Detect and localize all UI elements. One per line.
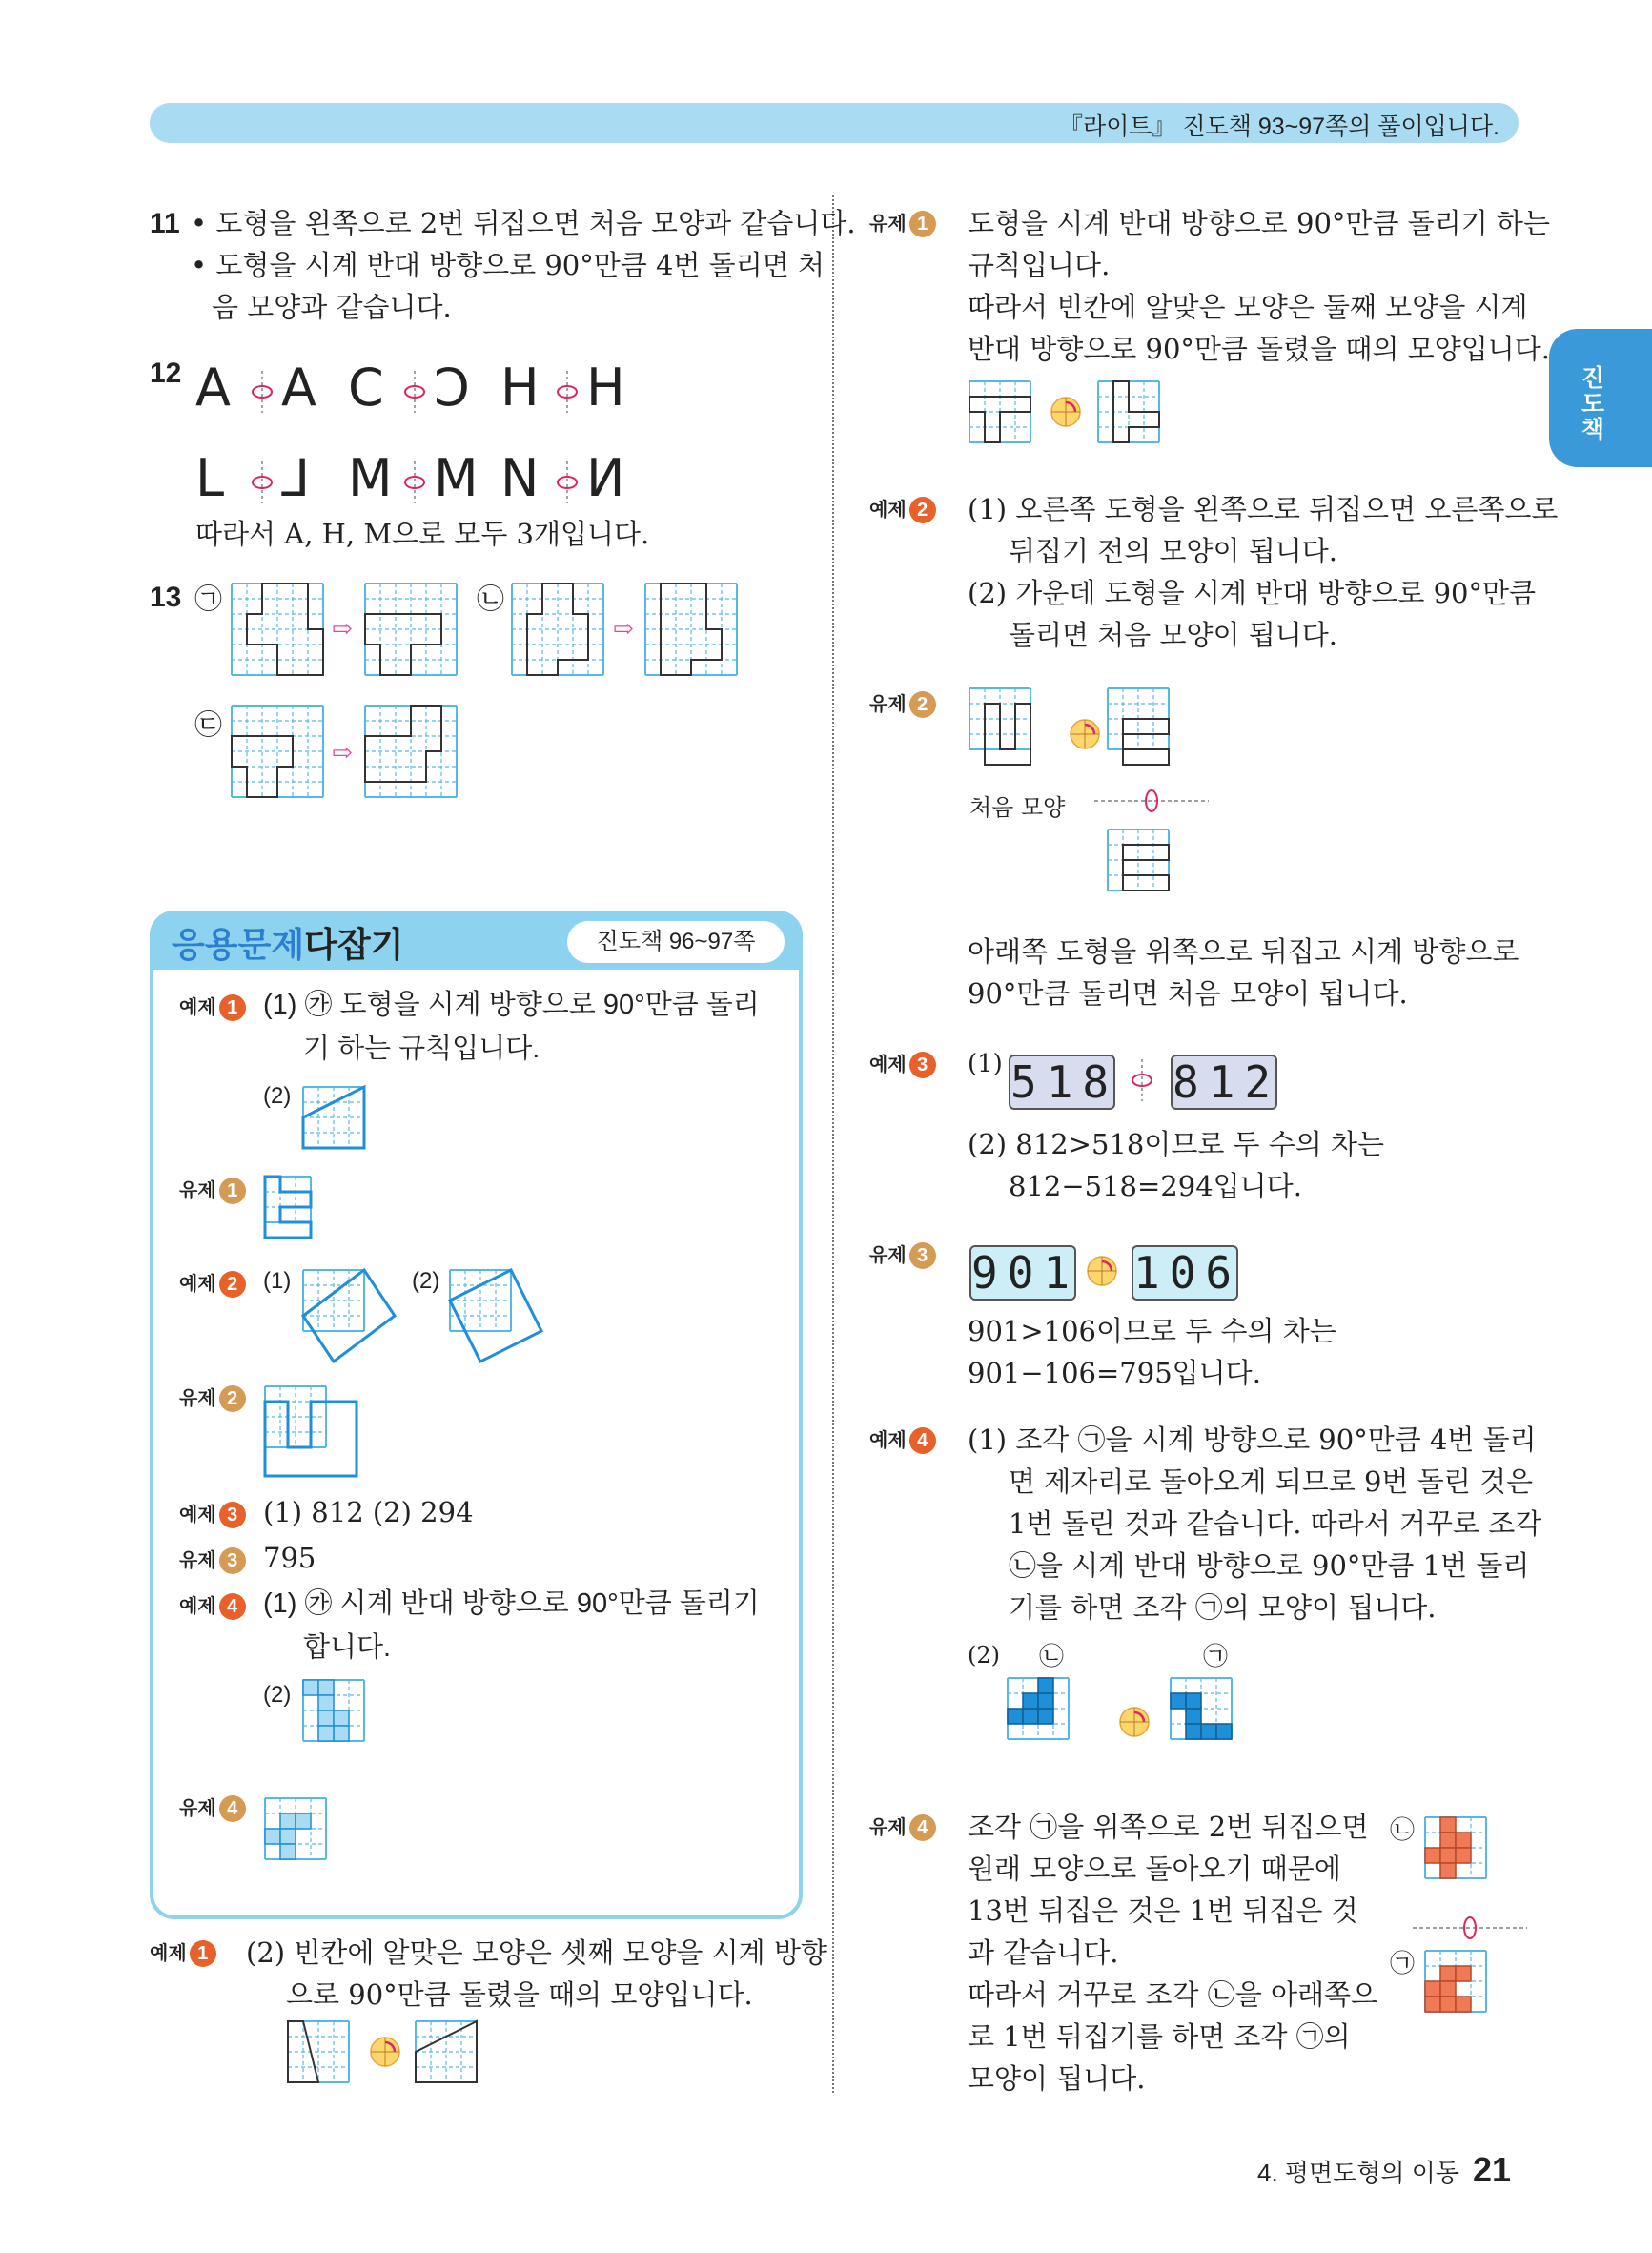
q12-letter-flipped: M xyxy=(434,448,479,508)
panel-ex1-sub2: (2) xyxy=(263,1083,292,1109)
panel-ex4-shape-cell xyxy=(318,1726,334,1741)
bottom-ex1-line2: 으로 90°만큼 돌렸을 때의 모양입니다. xyxy=(286,1978,753,2011)
right-yu4-shape-1-cell xyxy=(1440,1817,1456,1833)
right-yu3-l1: 901>106이므로 두 수의 차는 xyxy=(968,1315,1336,1347)
bottom-ex1-tag: 예제 1 xyxy=(150,1937,216,1967)
q13-arrow-a: ⇨ xyxy=(332,615,353,644)
panel-yu4-shape-cell xyxy=(296,1813,311,1829)
panel-ex2-sub1: (1) xyxy=(263,1268,292,1294)
q11-line2: • 도형을 시계 반대 방향으로 90°만큼 4번 돌리면 처 xyxy=(191,249,825,281)
right-ex4-shape-1-cell xyxy=(1023,1709,1038,1724)
q12-letter-flipped: Ɔ xyxy=(434,358,470,418)
panel-ex2-sub2: (2) xyxy=(412,1268,440,1294)
right-yu2-l2: 90°만큼 돌리면 처음 모양이 됩니다. xyxy=(968,977,1408,1010)
right-yu2-tag: 유제 2 xyxy=(869,688,936,718)
panel-ex4-shape-cell xyxy=(334,1710,349,1726)
panel-ex4-shape-cell xyxy=(303,1680,318,1695)
panel-yu2-shape xyxy=(265,1402,357,1476)
page-number: 21 xyxy=(1472,2150,1511,2189)
header-text: 『라이트』 진도책 93~97쪽의 풀이입니다. xyxy=(1059,113,1499,140)
panel-title: 응용문제다잡기 xyxy=(172,926,404,965)
panel-yu1-tag: 유제 1 xyxy=(179,1175,246,1204)
right-ex4-l5: 기를 하면 조각 ㉠의 모양이 됩니다. xyxy=(1009,1591,1437,1624)
right-yu4-l1: 조각 ㉠을 위쪽으로 2번 뒤집으면 xyxy=(968,1811,1369,1843)
right-yu4-shape-2-cell xyxy=(1440,1997,1456,2012)
side-tab-label: 진도책 xyxy=(1578,365,1605,442)
q12-letter-original: L xyxy=(195,448,225,508)
right-yu1-tag: 유제 1 xyxy=(869,208,936,237)
right-yu4-shape-1-cell xyxy=(1456,1833,1471,1848)
panel-yu4-shape-cell xyxy=(265,1829,280,1844)
q12-letter-original: N xyxy=(500,448,540,508)
q13-label-c: ㉢ xyxy=(194,708,223,741)
right-ex4-shape-1-cell xyxy=(1038,1693,1053,1709)
right-yu4-l3: 13번 뒤집은 것은 1번 뒤집은 것 xyxy=(968,1895,1358,1927)
right-ex2-l2: 뒤집기 전의 모양이 됩니다. xyxy=(1009,535,1338,567)
q12-letter-flipped: ⅃ xyxy=(281,448,311,508)
right-ex4-shape-2-cell xyxy=(1171,1693,1186,1709)
right-yu4-l4: 과 같습니다. xyxy=(968,1936,1119,1969)
q12-letter-flipped: И xyxy=(586,448,625,508)
right-ex4-shape-2-cell xyxy=(1186,1724,1201,1739)
right-yu4-l6: 로 1번 뒤집기를 하면 조각 ㉠의 xyxy=(968,2020,1351,2053)
right-yu1-l2: 규칙입니다. xyxy=(968,249,1111,281)
right-yu3-l2: 901−106=795입니다. xyxy=(968,1357,1261,1389)
right-yu4-l5: 따라서 거꾸로 조각 ㉡을 아래쪽으 xyxy=(968,1978,1378,2011)
q13-label-a: ㉠ xyxy=(194,583,223,615)
q13a-shape-2 xyxy=(365,614,441,675)
right-yu4-label-b: ㉠ xyxy=(1390,1950,1416,1978)
panel-ex4-line1: (1) ㉮ 시계 반대 방향으로 90°만큼 돌리기 xyxy=(263,1588,760,1619)
panel-ex4-shape-cell xyxy=(318,1695,334,1710)
right-ex4-shape-1-cell xyxy=(1023,1693,1038,1709)
q12-letter-original: A xyxy=(195,358,231,418)
panel-yu3-text: 795 xyxy=(263,1542,316,1574)
q11-line1: • 도형을 왼쪽으로 2번 뒤집으면 처음 모양과 같습니다. xyxy=(191,207,856,239)
right-ex4-tag: 예제 4 xyxy=(869,1424,936,1454)
right-yu4-l2: 원래 모양으로 돌아오기 때문에 xyxy=(968,1853,1341,1885)
panel-ex1-line1: (1) ㉮ 도형을 시계 방향으로 90°만큼 돌리 xyxy=(263,990,760,1020)
right-yu3-tag: 유제 3 xyxy=(869,1239,936,1269)
q13-arrow-c: ⇨ xyxy=(332,739,353,768)
panel-ex1-line2: 기 하는 규칙입니다. xyxy=(303,1034,540,1064)
right-ex4-label-b: ㉠ xyxy=(1203,1643,1229,1671)
right-yu4-shape-2-cell xyxy=(1456,1997,1471,2012)
bottom-ex1-line1: (2) 빈칸에 알맞은 모양은 셋째 모양을 시계 방향 xyxy=(246,1936,827,1969)
panel-ex3-text: (1) 812 (2) 294 xyxy=(263,1496,474,1528)
q13-label-b: ㉡ xyxy=(477,583,505,615)
right-yu1-l4: 반대 방향으로 90°만큼 돌렸을 때의 모양입니다. xyxy=(968,333,1550,365)
q12-conclusion: 따라서 A, H, M으로 모두 3개입니다. xyxy=(195,518,650,550)
panel-reference: 진도책 96~97쪽 xyxy=(567,921,785,963)
q13-number: 13 xyxy=(150,582,182,613)
right-ex4-shape-1-cell xyxy=(1038,1678,1053,1693)
digit-display-901: 901 xyxy=(971,1247,1080,1299)
q13-arrow-b: ⇨ xyxy=(613,615,634,644)
right-ex4-shape-2-cell xyxy=(1201,1724,1216,1739)
right-yu4-l7: 모양이 됩니다. xyxy=(968,2062,1146,2095)
right-ex3-l2: 812−518=294입니다. xyxy=(1009,1170,1302,1202)
right-yu2-shape-2 xyxy=(1123,719,1169,765)
right-yu4-shape-2-cell xyxy=(1440,1981,1456,1997)
panel-ex4-line2: 합니다. xyxy=(303,1632,392,1663)
right-yu4-shape-1-cell xyxy=(1425,1848,1440,1863)
right-ex4-shape-2-cell xyxy=(1186,1693,1201,1709)
right-yu1-l1: 도형을 시계 반대 방향으로 90°만큼 돌리기 하는 xyxy=(968,207,1550,239)
q13c-shape-2 xyxy=(365,706,441,782)
panel-ex4-shape-cell xyxy=(318,1710,334,1726)
right-ex4-l4: ㉡을 시계 반대 방향으로 90°만큼 1번 돌리 xyxy=(1009,1549,1530,1582)
right-ex4-label-a: ㉡ xyxy=(1039,1643,1065,1671)
panel-ex3-tag: 예제 3 xyxy=(179,1499,246,1528)
panel-yu4-shape-cell xyxy=(280,1829,296,1844)
q12-number: 12 xyxy=(150,358,182,389)
panel-yu4-tag: 유제 4 xyxy=(179,1792,246,1822)
right-ex3-tag: 예제 3 xyxy=(869,1049,936,1078)
right-ex4-sub2: (2) xyxy=(968,1642,1000,1669)
right-yu4-shape-1-cell xyxy=(1456,1848,1471,1863)
right-ex4-l1: (1) 조각 ㉠을 시계 방향으로 90°만큼 4번 돌리 xyxy=(968,1423,1537,1456)
right-ex2-l1: (1) 오른쪽 도형을 왼쪽으로 뒤집으면 오른쪽으로 xyxy=(968,493,1559,525)
right-yu4-shape-1-cell xyxy=(1440,1863,1456,1878)
q12-letter-flipped: H xyxy=(586,358,625,418)
q12-letter-original: C xyxy=(348,358,384,418)
panel-ex4-tag: 예제 4 xyxy=(179,1590,246,1620)
right-yu4-shape-2-cell xyxy=(1456,1966,1471,1981)
panel-ex2-tag: 예제 2 xyxy=(179,1268,246,1298)
panel-yu4-shape-cell xyxy=(280,1813,296,1829)
right-ex3-sub1: (1) xyxy=(968,1050,1003,1078)
right-yu2-l1: 아래쪽 도형을 위쪽으로 뒤집고 시계 방향으로 xyxy=(968,935,1519,968)
q12-letter-original: H xyxy=(500,358,540,418)
right-ex4-shape-2-cell xyxy=(1186,1709,1201,1724)
panel-ex4-shape-cell xyxy=(318,1680,334,1695)
right-ex4-shape-2-cell xyxy=(1216,1724,1232,1739)
digit-display-106: 106 xyxy=(1133,1247,1242,1299)
right-ex2-l4: 돌리면 처음 모양이 됩니다. xyxy=(1009,619,1338,651)
panel-ex4-shape-cell xyxy=(334,1726,349,1741)
panel-ex4-sub2: (2) xyxy=(263,1682,292,1708)
panel-yu3-tag: 유제 3 xyxy=(179,1545,246,1574)
panel-yu2-tag: 유제 2 xyxy=(179,1383,246,1412)
right-yu4-label-a: ㉡ xyxy=(1390,1816,1416,1845)
right-yu2-shape-3 xyxy=(1123,845,1169,891)
digit-display-518: 518 xyxy=(1010,1056,1119,1108)
right-yu4-tag: 유제 4 xyxy=(869,1812,936,1841)
right-yu4-shape-2-cell xyxy=(1425,1997,1440,2012)
chapter-title: 4. 평면도형의 이동 xyxy=(1257,2159,1459,2187)
right-yu2-caption: 처음 모양 xyxy=(969,794,1066,821)
q11-number: 11 xyxy=(150,208,180,239)
right-ex3-l1: (2) 812>518이므로 두 수의 차는 xyxy=(968,1128,1385,1160)
right-yu4-shape-2-cell xyxy=(1440,1966,1456,1981)
right-ex4-shape-1-cell xyxy=(1038,1709,1053,1724)
right-ex2-tag: 예제 2 xyxy=(869,494,936,523)
q12-letter-flipped: A xyxy=(281,358,316,418)
digit-display-812: 812 xyxy=(1173,1056,1281,1108)
right-ex4-l2: 면 제자리로 돌아오게 되므로 9번 돌린 것은 xyxy=(1009,1465,1533,1498)
right-yu4-shape-1-cell xyxy=(1440,1833,1456,1848)
q11-line3: 음 모양과 같습니다. xyxy=(212,291,452,323)
q12-letter-original: M xyxy=(348,448,393,508)
right-ex4-l3: 1번 돌린 것과 같습니다. 따라서 거꾸로 조각 xyxy=(1009,1507,1542,1540)
right-ex4-shape-1-cell xyxy=(1008,1709,1023,1724)
right-yu4-shape-2-cell xyxy=(1425,1981,1440,1997)
right-yu4-shape-1-cell xyxy=(1440,1848,1456,1863)
panel-ex1-tag: 예제 1 xyxy=(179,992,246,1021)
panel-yu4-shape-cell xyxy=(280,1844,296,1859)
right-ex2-l3: (2) 가운데 도형을 시계 반대 방향으로 90°만큼 xyxy=(968,577,1537,609)
right-yu1-l3: 따라서 빈칸에 알맞은 모양은 둘째 모양을 시계 xyxy=(968,291,1528,323)
